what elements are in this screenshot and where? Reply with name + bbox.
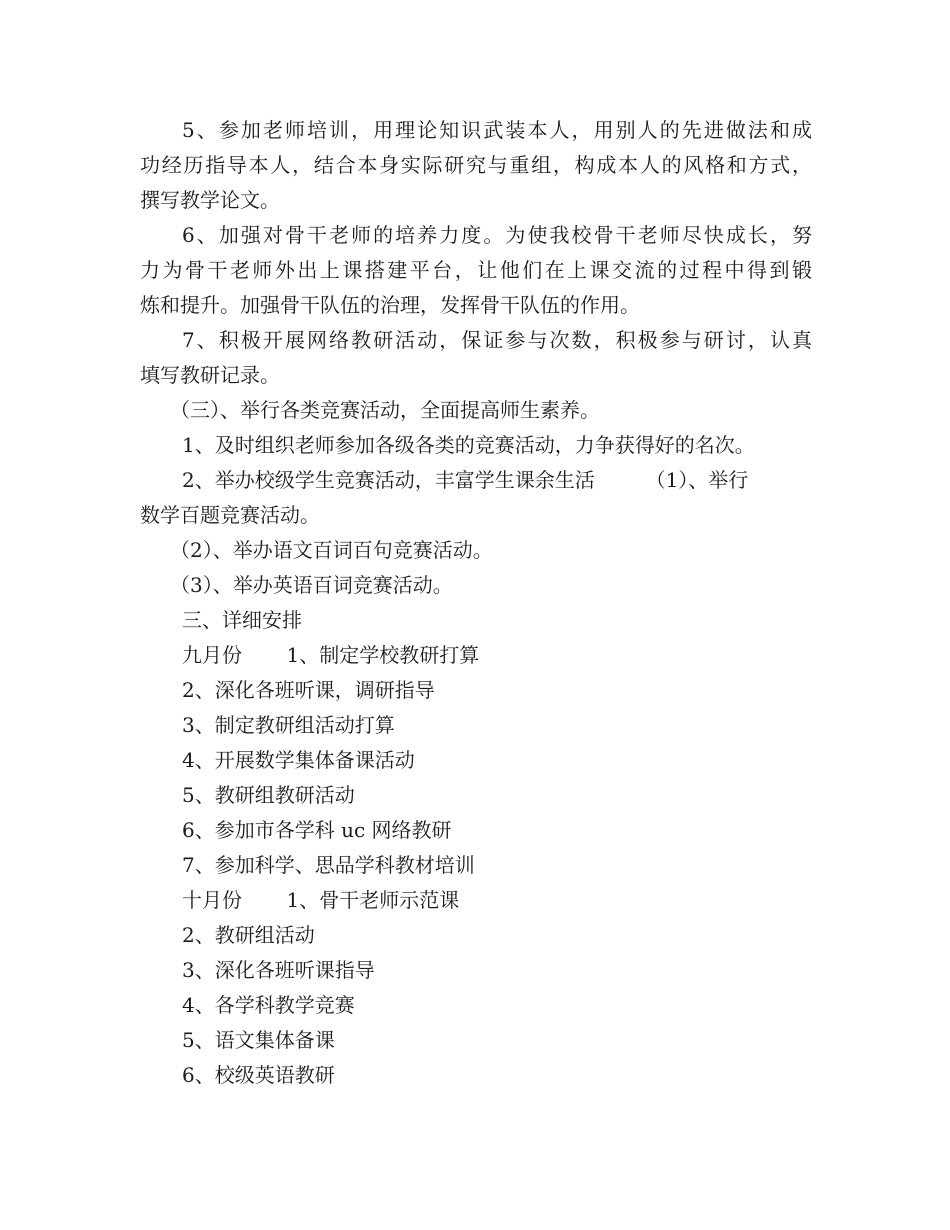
schedule-item: 3、深化各班听课指导 [182,958,375,982]
schedule-item: 6、校级英语教研 [182,1063,335,1087]
paragraph-line: 填写教研记录。 [140,363,280,387]
document-body [140,113,812,1093]
paragraph-line: 炼和提升。加强骨干队伍的治理，发挥骨干队伍的作用。 [140,293,640,317]
paragraph-line: 2、举办校级学生竞赛活动，丰富学生课余生活 （1）、举行 [182,468,749,492]
schedule-item: 7、参加科学、思品学科教材培训 [182,853,475,877]
schedule-item: 十月份 1、骨干老师示范课 [182,888,460,912]
schedule-item: 2、教研组活动 [182,923,315,947]
schedule-item: 5、教研组教研活动 [182,783,355,807]
list-item: （3）、举办英语百词竞赛活动。 [170,573,453,597]
paragraph-line: 7、积极开展网络教研活动，保证参与次数，积极参与研讨，认真 [182,328,812,352]
schedule-item: 5、语文集体备课 [182,1028,335,1052]
schedule-item: 九月份 1、制定学校教研打算 [182,643,480,667]
paragraph-line: 数学百题竞赛活动。 [140,503,320,527]
paragraph-line: 撰写教学论文。 [140,188,280,212]
schedule-item: 2、深化各班听课，调研指导 [182,678,435,702]
section-heading: 三、详细安排 [182,608,302,632]
paragraph-line: 5、参加老师培训，用理论知识武装本人，用别人的先进做法和成 [182,118,812,142]
schedule-item: 4、开展数学集体备课活动 [182,748,415,772]
schedule-item: 3、制定教研组活动打算 [182,713,395,737]
paragraph-line: 6、加强对骨干老师的培养力度。为使我校骨干老师尽快成长，努 [182,223,812,247]
paragraph-line: 1、及时组织老师参加各级各类的竞赛活动，力争获得好的名次。 [182,433,755,457]
schedule-item: 6、参加市各学科 uc 网络教研 [182,818,452,842]
paragraph-line: 力为骨干老师外出上课搭建平台，让他们在上课交流的过程中得到锻 [140,258,812,282]
paragraph-line: 功经历指导本人，结合本身实际研究与重组，构成本人的风格和方式， [140,153,812,177]
schedule-item: 4、各学科教学竞赛 [182,993,355,1017]
section-heading: （三）、举行各类竞赛活动，全面提高师生素养。 [170,398,600,422]
list-item: （2）、举办语文百词百句竞赛活动。 [170,538,493,562]
